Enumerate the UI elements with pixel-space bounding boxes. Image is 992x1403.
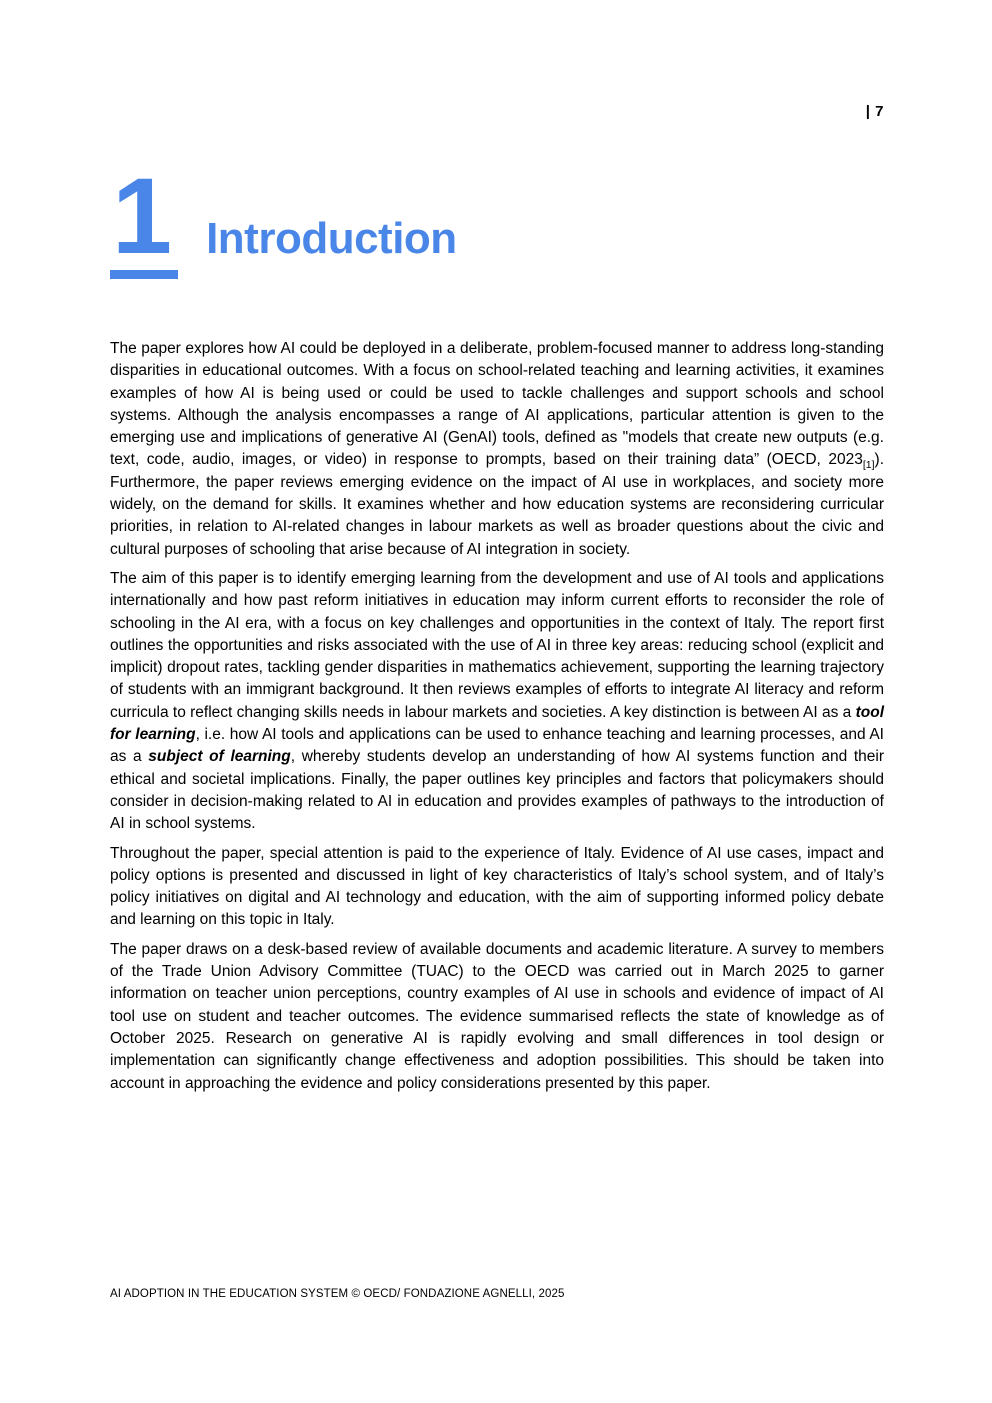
- chapter-title: Introduction: [206, 214, 457, 263]
- body-text: [110, 338, 884, 1102]
- paragraph: Throughout the paper, special attention is paid to the experience of Italy. Evidence of AI use cases, impact and policy options is presented and discussed in light of key characteristics of Italy’s school system, and of Italy’s policy initiatives on digital and AI technology and education, with the aim of supporting informed policy debate and learning on this topic in Italy.: [110, 844, 884, 929]
- chapter-heading: [110, 155, 457, 279]
- paragraph: The paper draws on a desk-based review of available documents and academic literature. A survey to members of the Trade Union Advisory Committee (TUAC) to the OECD was carried out in March 2025 to garner information on teacher union perceptions, country examples of AI use in schools and evidence of impact of AI tool use on student and teacher outcomes. The evidence summarised reflects the state of knowledge as of October 2025. Research on generative AI is rapidly evolving and small differences in tool design or implementation can significantly change effectiveness and adoption possibilities. This should be taken into account in approaching the evidence and policy considerations presented by this paper.: [110, 940, 884, 1092]
- paragraph: The aim of this paper is to identify emerging learning from the development and use of AI tools and applications internationally and how past reform initiatives in education may inform current efforts to reconsider the role of schooling in the AI era, with a focus on key challenges and opportunities in the context of Italy. The report first outlines the opportunities and risks associated with the use of AI in three key areas: reducing school (explicit and implicit) dropout rates, tackling gender disparities in mathematics achievement, supporting the learning trajectory of students with an immigrant background. It then reviews examples of efforts to integrate AI literacy and reform curricula to reflect changing skills needs in labour markets and societies. A key distinction is between AI as a tool for learning, i.e. how AI tools and applications can be used to enhance teaching and learning processes, and AI as a subject of learning, whereby students develop an understanding of how AI systems function and their ethical and societal implications. Finally, the paper outlines key principles and factors that policymakers should consider in decision-making related to AI in education and provides examples of pathways to the introduction of AI in school systems.: [110, 569, 884, 833]
- page-number: | 7: [865, 103, 884, 120]
- chapter-number: 1: [110, 162, 178, 279]
- paragraph: The paper explores how AI could be deployed in a deliberate, problem-focused manner to address long-standing disparities in educational outcomes. With a focus on school-related teaching and learning activities, it examines examples of how AI is being used or could be used to tackle challenges and support schools and school systems. Although the analysis encompasses a range of AI applications, particular attention is given to the emerging use and implications of generative AI (GenAI) tools, defined as "models that create new outputs (e.g. text, code, audio, images, or video) in response to prompts, based on their training data” (OECD, $2023_{[1]}$). Furthermore, the paper reviews emerging evidence on the impact of AI use in workplaces, and society more widely, on the demand for skills. It examines whether and how education systems are reconsidering curricular priorities, in relation to AI-related changes in labour markets as well as broader questions about the civic and cultural purposes of schooling that arise because of AI integration in society.: [110, 340, 884, 558]
- footer-text: AI ADOPTION IN THE EDUCATION SYSTEM © OECD/ FONDAZIONE AGNELLI, 2025: [110, 1288, 565, 1300]
